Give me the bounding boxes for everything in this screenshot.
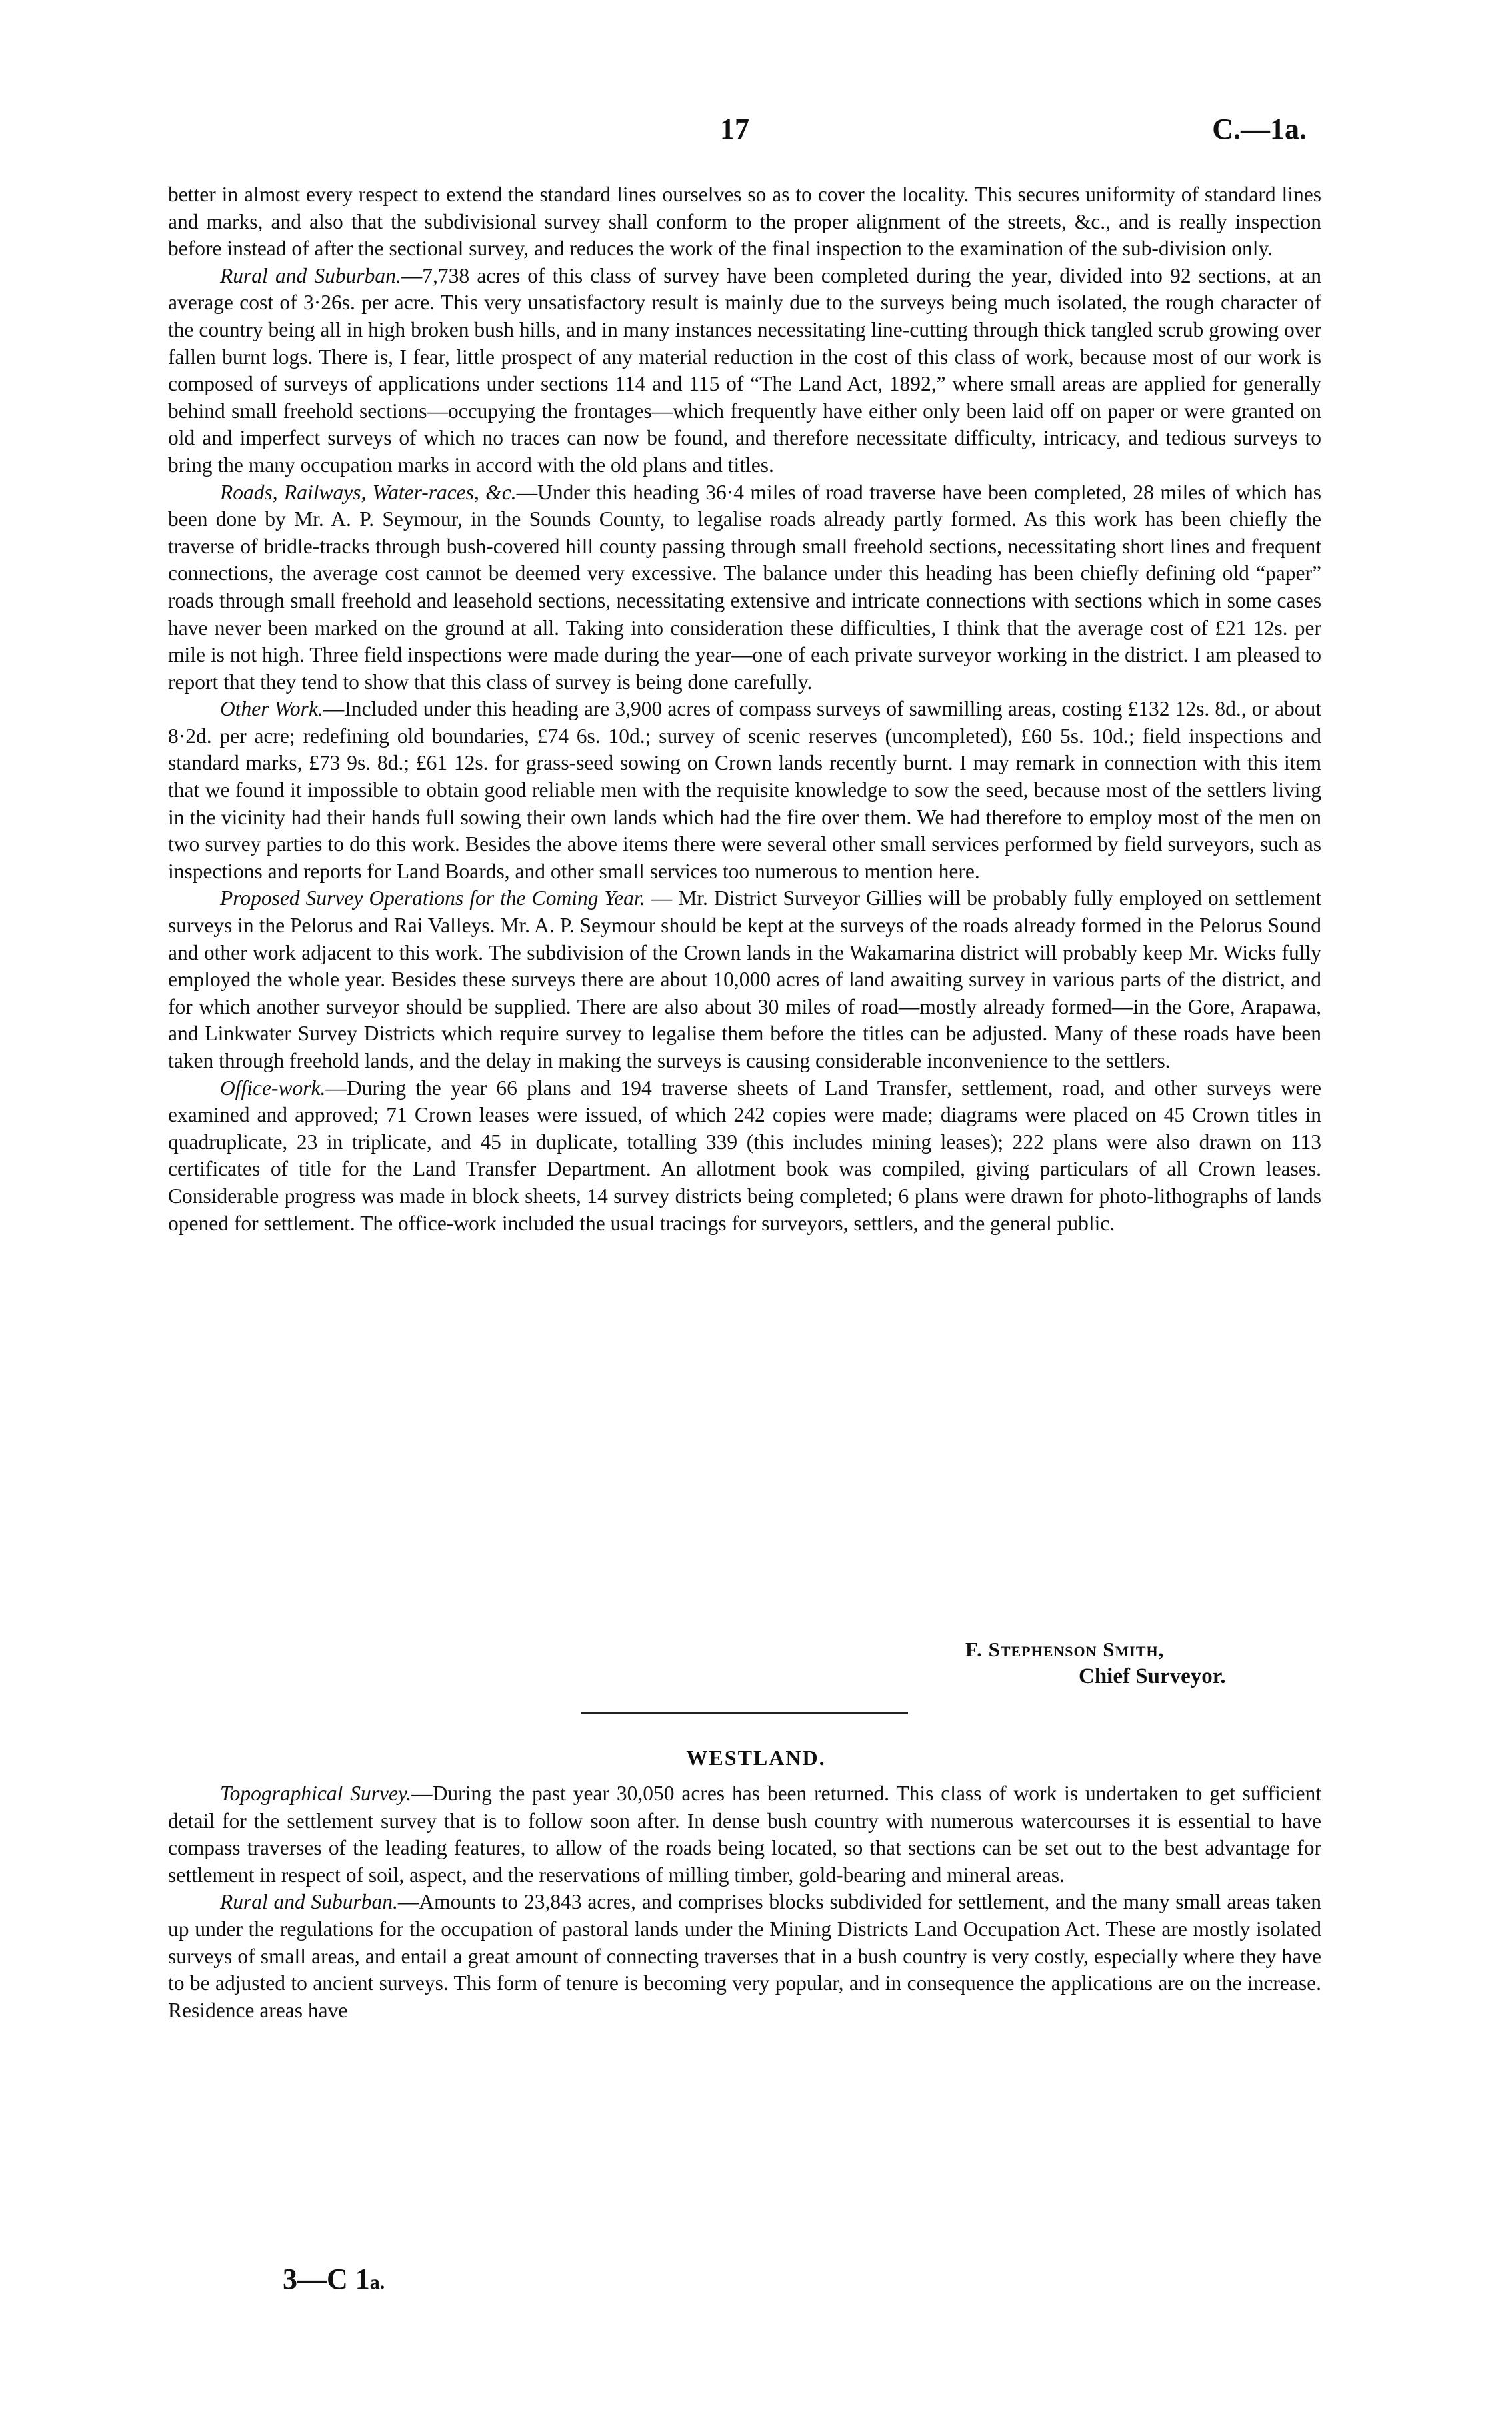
document-reference: C.—1a. [1212,113,1307,145]
roads-text: —Under this heading 36·4 miles of road traverse have been completed, 28 miles of which has been done by Mr. A. P. Seymour, in the Sounds County, to legalise roads already partly formed. As this work has been chiefly the traverse of bridle-tracks through bush-covered hill county passing through small freehold sections, necessitating short lines and frequent connections, the average cost cannot be deemed very excessive. The balance under this heading has been chiefly defining old “paper” roads through small freehold and leasehold sections, necessitating extensive and intricate connections with sections which in some cases have never been marked on the ground at all. Taking into consideration these difficulties, I think that the average cost of £21 12s. per mile is not high. Three field inspections were made during the year—one of each private surveyor working in the district. I am pleased to report that they tend to show that this class of survey is being done carefully. [168,480,1321,694]
marlborough-report-body [168,181,1321,1237]
proposed-operations-text: — Mr. District Surveyor Gillies will be probably fully employed on settlement surveys in the Pelorus and Rai Valleys. Mr. A. P. Seymour should be kept at the surveys of the roads already formed in the Pelorus Sound and other work adjacent to this work. The subdivision of the Crown lands in the Wakamarina district will probably keep Mr. Wicks fully employed the whole year. Besides these surveys there are about 10,000 acres of land awaiting survey in various parts of the district, and for which another surveyor should be supplied. There are also about 30 miles of road—mostly already formed—in the Gore, Arapawa, and Linkwater Survey Districts which require survey to legalise them before the titles can be adjusted. Many of these roads have been taken through freehold lands, and the delay in making the surveys is causing considerable inconvenience to the settlers. [168,886,1321,1072]
office-work-heading: Office-work. [220,1076,326,1100]
page-number: 17 [720,113,749,145]
printer-signature-suffix: a. [369,2271,385,2293]
page-header [0,112,1512,152]
topographical-heading: Topographical Survey. [220,1782,412,1805]
topographical-text: —During the past year 30,050 acres has been returned. This class of work is undertaken to get sufficient detail for the settlement survey that is to follow soon after. In dense bush country with numerous watercourses it is essential to have compass traverses of the leading features, to allow of the roads being located, so that sections can be set out to the best advantage for settlement in respect of soil, aspect, and the reservations of milling timber, gold-bearing and mineral areas. [168,1782,1321,1887]
printer-signature [283,2262,385,2296]
signatory-title: Chief Surveyor. [1079,1664,1226,1688]
other-work-heading: Other Work. [220,697,323,721]
proposed-operations-heading: Proposed Survey Operations for the Coming Year. [220,886,645,910]
rural-suburban-paragraph [168,263,1321,479]
other-work-text: —Included under this heading are 3,900 acres of compass surveys of sawmilling areas, costing £132 12s. 8d., or about 8·2d. per acre; redefining old boundaries, £74 6s. 10d.; survey of scenic reserves (uncompleted), £60 5s. 10d.; field inspections and standard marks, £73 9s. 8d.; £61 12s. for grass-seed sowing on Crown lands recently burnt. I may remark in connection with this item that we found it impossible to obtain good reliable men with the requisite knowledge to sow the seed, because most of the settlers living in the vicinity had their hands full sowing their own lands which had the fire over them. We had therefore to employ most of the men on two survey parties to do this work. Besides the above items there were several other small services performed by field surveyors, such as inspections and reports for Land Boards, and other small services too numerous to mention here. [168,697,1321,883]
westland-rural-heading: Rural and Suburban. [220,1890,398,1914]
proposed-operations-paragraph [168,885,1321,1074]
office-work-paragraph [168,1075,1321,1238]
topographical-paragraph [168,1780,1321,1889]
roads-heading: Roads, Railways, Water-races, &c. [220,480,517,504]
printer-signature-main: 3—C 1 [283,2263,370,2295]
westland-report-body [168,1780,1321,2024]
signatory-name: F. Stephenson Smith, [965,1638,1165,1661]
westland-rural-text: —Amounts to 23,843 acres, and comprises blocks subdivided for settlement, and the many small areas taken up under the regulations for the occupation of pastoral lands under the Mining Districts Land Occupation Act. These are mostly isolated surveys of small areas, and entail a great amount of connecting traverses that in a bush country is very costly, especially where they have to be adjusted to ancient surveys. This form of tenure is becoming very popular, and in consequence the applications are on the increase. Residence areas have [168,1890,1321,2022]
rural-suburban-text: —7,738 acres of this class of survey have been completed during the year, divided into 92 sections, at an average cost of 3·26s. per acre. This very unsatisfactory result is mainly due to the surveys being much isolated, the rough character of the country being all in high broken bush hills, and in many instances necessitating line-cutting through thick tangled scrub growing over fallen burnt logs. There is, I fear, little prospect of any material reduction in the cost of this class of work, because most of our work is composed of surveys of applications under sections 114 and 115 of “The Land Act, 1892,” where small areas are applied for generally behind small freehold sections—occupying the frontages—which frequently have either only been laid off on paper or were granted on old and imperfect surveys of which no traces can now be found, and therefore necessitate difficulty, intricacy, and tedious surveys to bring the many occupation marks in accord with the old plans and titles. [168,263,1321,477]
intro-paragraph: better in almost every respect to extend the standard lines ourselves so as to cover the locality. This secures uniformity of standard lines and marks, and also that the subdivisional survey shall conform to the proper alignment of the streets, &c., and is really inspection before instead of after the sectional survey, and reduces the work of the final inspection to the examination of the sub-division only. [168,183,1321,261]
signature-block [965,1636,1226,1690]
office-work-text: —During the year 66 plans and 194 traverse sheets of Land Transfer, settlement, road, and other surveys were examined and approved; 71 Crown leases were issued, of which 242 copies were made; diagrams were placed on 45 Crown titles in quadruplicate, 23 in triplicate, and 45 in duplicate, totalling 339 (this includes mining leases); 222 plans were also drawn on 113 certificates of title for the Land Transfer Department. An allotment book was compiled, giving particulars of all Crown leases. Considerable progress was made in block sheets, 14 survey districts being completed; 6 plans were drawn for photo-lithographs of lands opened for settlement. The office-work included the usual tracings for surveyors, settlers, and the general public. [168,1076,1321,1235]
westland-heading: WESTLAND. [686,1746,826,1770]
other-work-paragraph [168,696,1321,885]
roads-paragraph [168,479,1321,696]
rural-suburban-heading: Rural and Suburban. [220,263,401,287]
section-divider [581,1712,908,1714]
westland-rural-paragraph [168,1889,1321,2024]
